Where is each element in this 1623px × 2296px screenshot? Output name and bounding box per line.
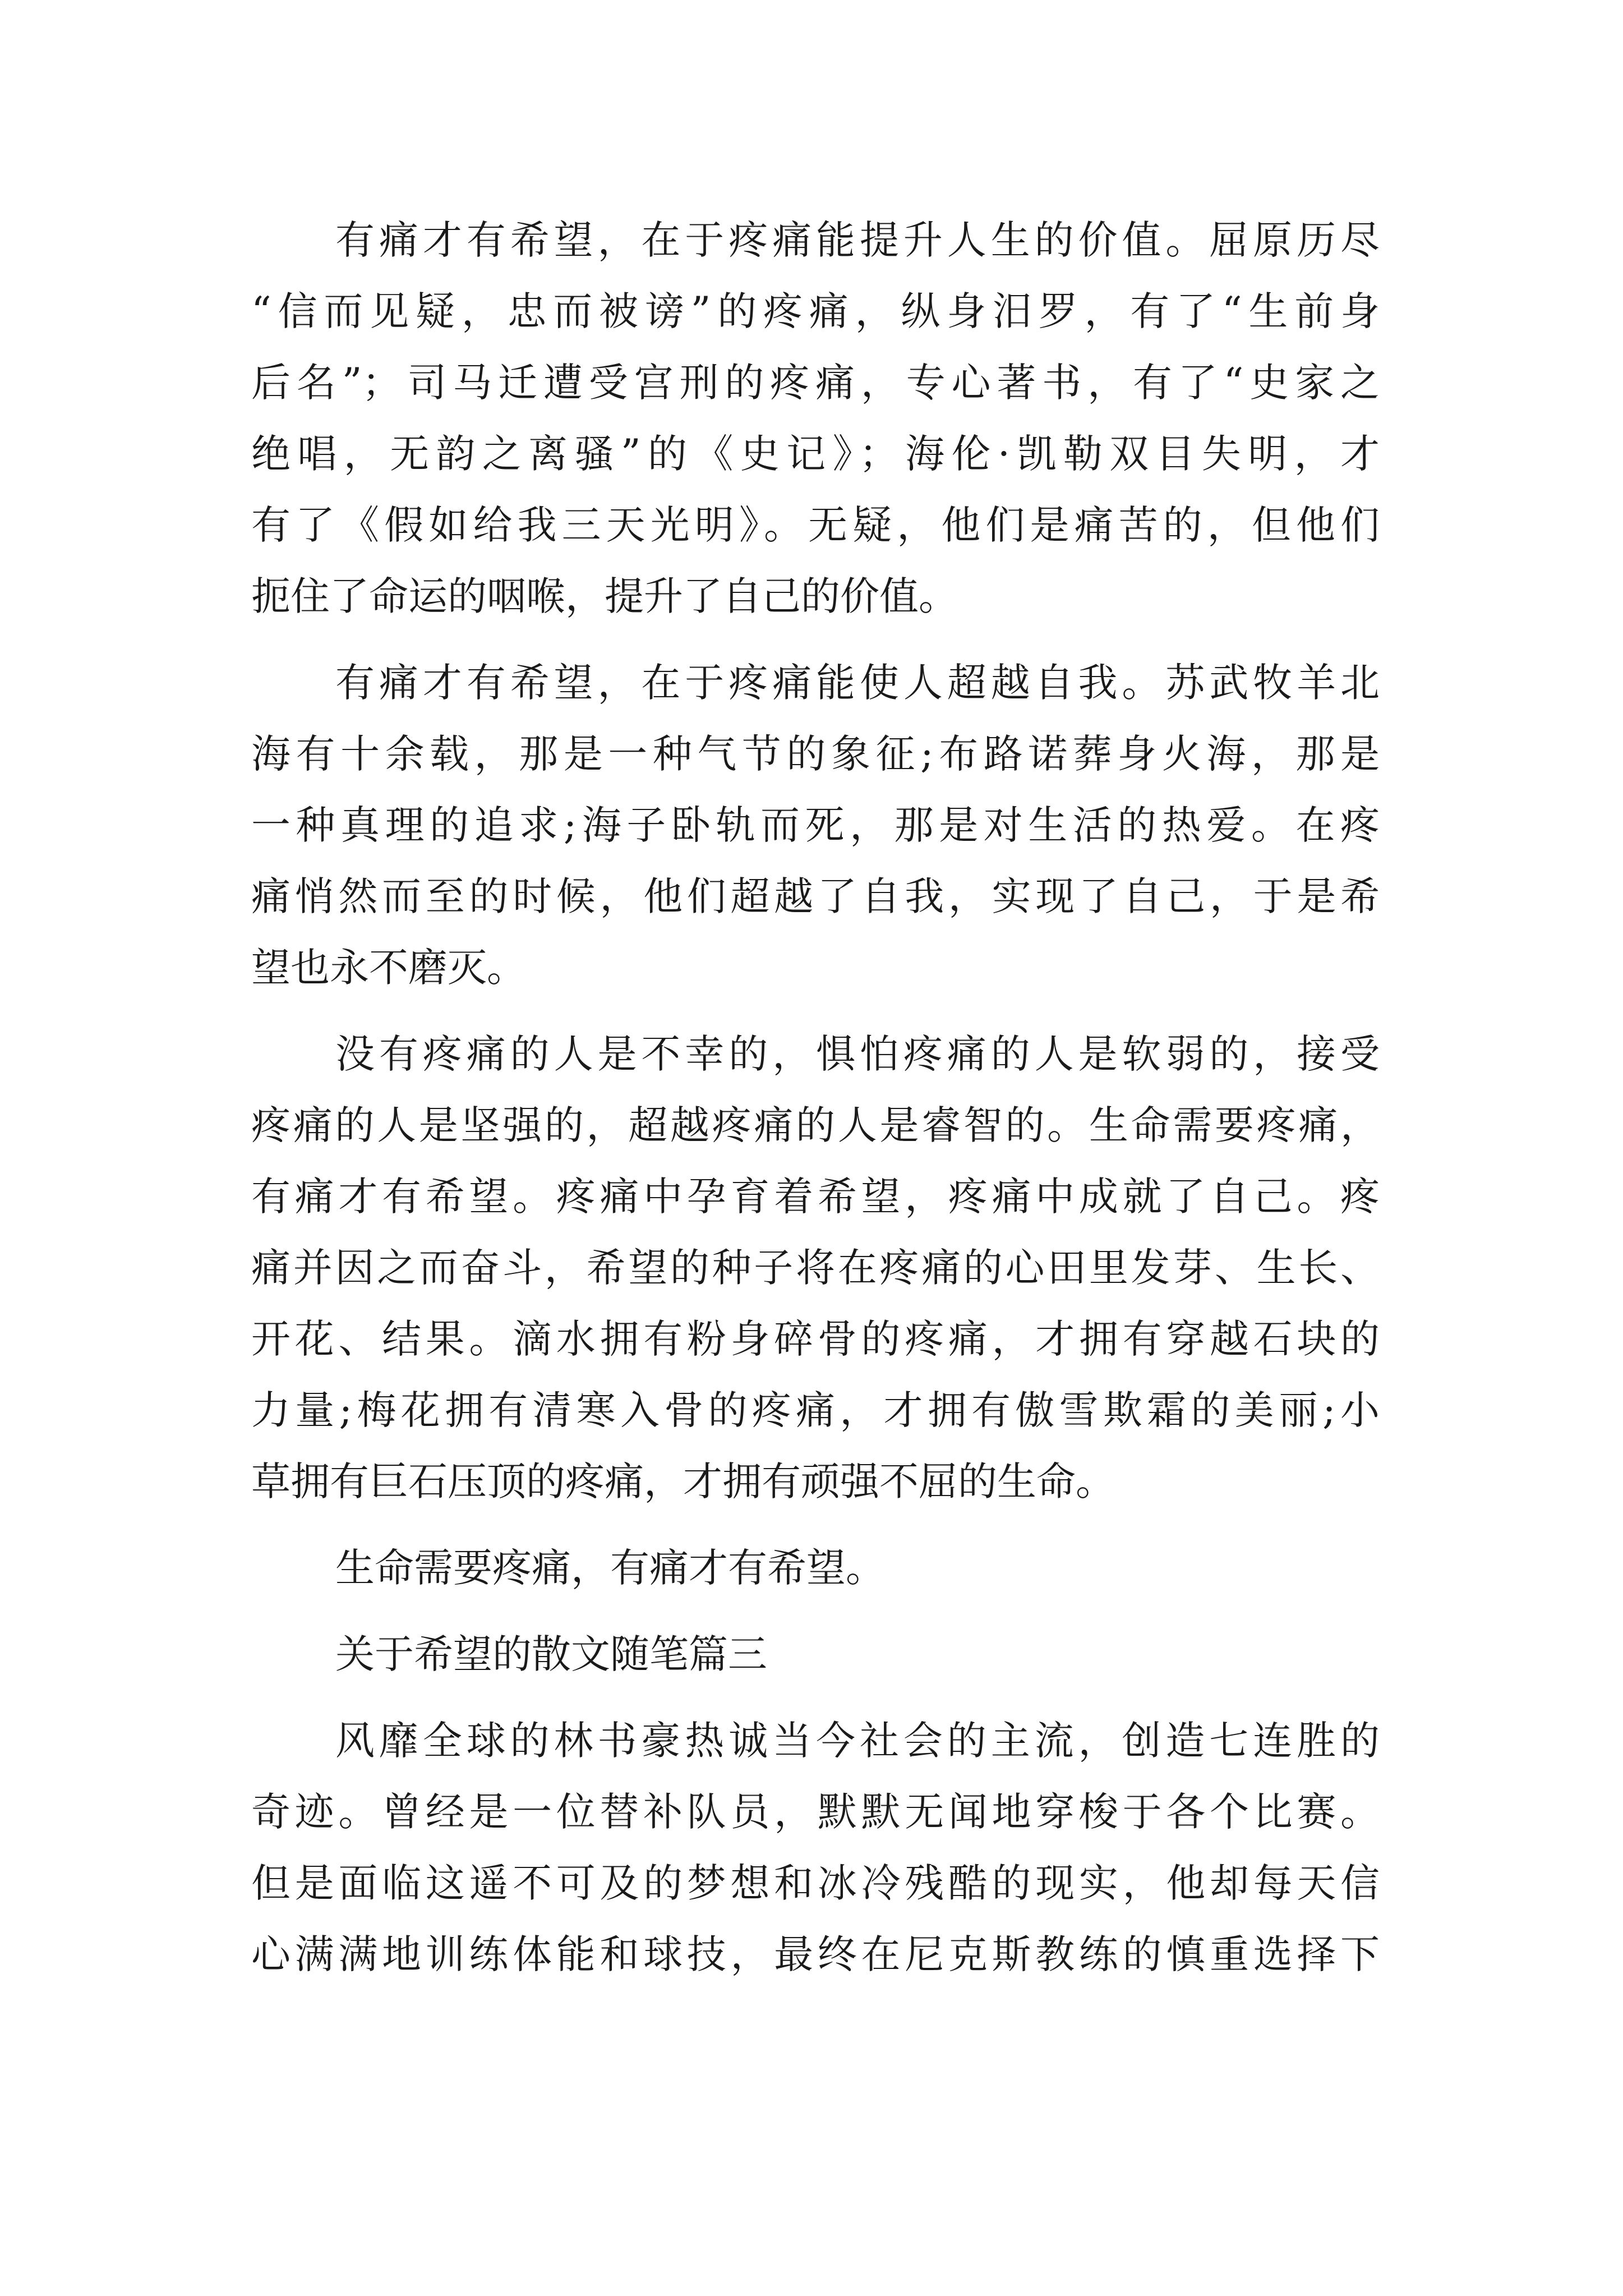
text-line: 开花、结果。滴水拥有粉身碎骨的疼痛，才拥有穿越石块的 <box>251 1316 1380 1362</box>
text-line: 有痛才有希望，在于疼痛能使人超越自我。苏武牧羊北 <box>335 660 1380 706</box>
paragraph-conclusion <box>251 1533 1380 1604</box>
text-line: 有痛才有希望。疼痛中孕育着希望，疼痛中成就了自己。疼 <box>251 1174 1380 1220</box>
text-line: 望也永不磨灭。 <box>251 945 526 991</box>
text-line: 生命需要疼痛，有痛才有希望。 <box>335 1545 885 1591</box>
text-line: 有痛才有希望，在于疼痛能提升人生的价值。屈原历尽 <box>335 217 1380 263</box>
text-line: 海有十余载，那是一种气节的象征;布路诺葬身火海，那是 <box>251 731 1380 777</box>
text-line: 痛悄然而至的时候，他们超越了自我，实现了自己，于是希 <box>251 873 1380 919</box>
paragraph-pain-elevates-value <box>251 205 1380 632</box>
text-line: 心满满地训练体能和球技，最终在尼克斯教练的慎重选择下 <box>251 1931 1380 1977</box>
text-line: “信而见疑，忠而被谤”的疼痛，纵身汨罗，有了“生前身 <box>251 288 1380 334</box>
text-line: 奇迹。曾经是一位替补队员，默默无闻地穿梭于各个比赛。 <box>251 1789 1380 1835</box>
heading-text: 关于希望的散文随笔篇三 <box>335 1631 767 1677</box>
text-line: 痛并因之而奋斗，希望的种子将在疼痛的心田里发芽、生长、 <box>251 1245 1380 1291</box>
text-line: 草拥有巨石压顶的疼痛，才拥有顽强不屈的生命。 <box>251 1458 1115 1504</box>
text-line: 风靡全球的林书豪热诚当今社会的主流，创造七连胜的 <box>335 1718 1380 1764</box>
text-line: 力量;梅花拥有清寒入骨的疼痛，才拥有傲雪欺霜的美丽;小 <box>251 1387 1380 1433</box>
section-heading <box>251 1619 1380 1690</box>
text-line: 疼痛的人是坚强的，超越疼痛的人是睿智的。生命需要疼痛， <box>251 1102 1380 1148</box>
paragraph-jeremy-lin <box>251 1705 1380 1990</box>
text-line: 但是面临这遥不可及的梦想和冰冷残酷的现实，他却每天信 <box>251 1860 1380 1906</box>
text-line: 有了《假如给我三天光明》。无疑，他们是痛苦的，但他们 <box>251 502 1380 548</box>
text-line: 一种真理的追求;海子卧轨而死，那是对生活的热爱。在疼 <box>251 802 1380 848</box>
text-line: 后名”；司马迁遭受宫刑的疼痛，专心著书，有了“史家之 <box>251 360 1380 406</box>
text-line: 没有疼痛的人是不幸的，惧怕疼痛的人是软弱的，接受 <box>335 1031 1380 1077</box>
document-body <box>251 205 1380 1990</box>
paragraph-pain-transcends-self <box>251 647 1380 1004</box>
text-line: 绝唱，无韵之离骚”的《史记》；海伦·凯勒双目失明，才 <box>251 431 1380 477</box>
paragraph-life-needs-pain <box>251 1019 1380 1517</box>
text-line: 扼住了命运的咽喉，提升了自己的价值。 <box>251 573 958 619</box>
